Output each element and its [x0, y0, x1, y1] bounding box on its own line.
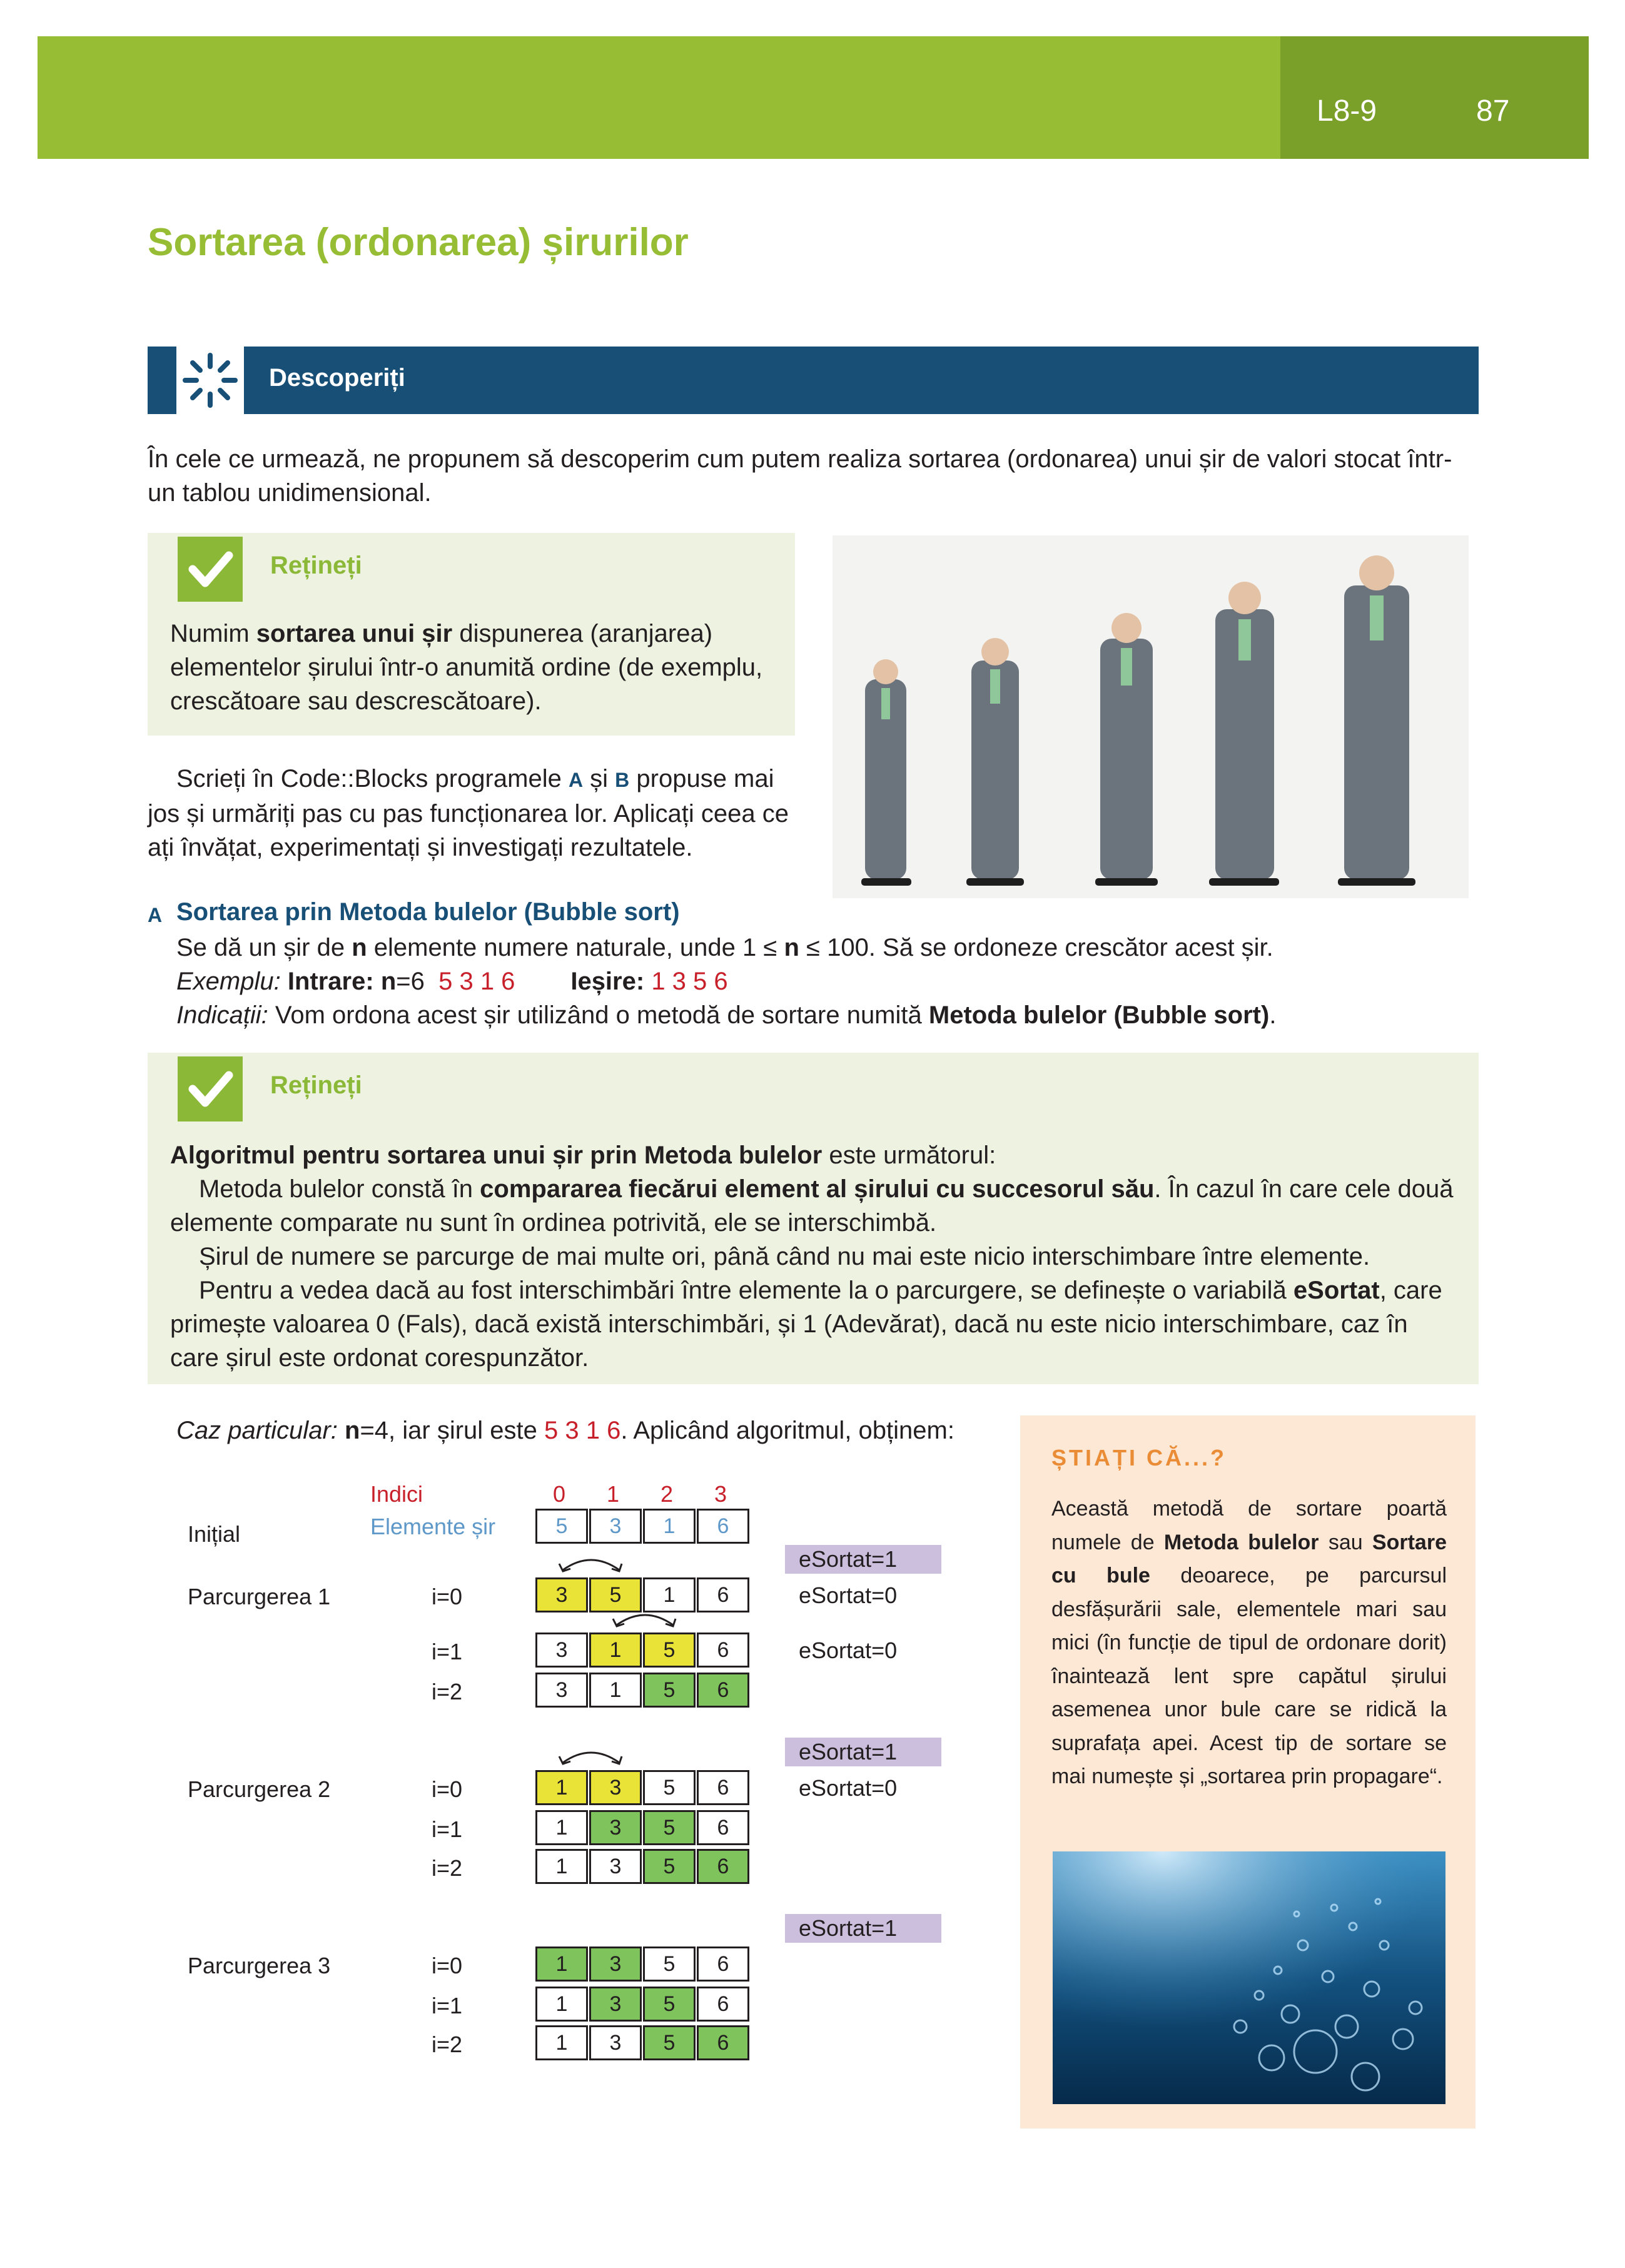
- step-index-label: i=0: [432, 1953, 463, 1978]
- array-cell: 5: [643, 1947, 696, 1982]
- array-cell: 3: [589, 1947, 642, 1982]
- index-label: 0: [553, 1481, 566, 1507]
- did-you-know-text: Această metodă de sortare poartă numele de Metoda bulelor sau Sortare cu bule deoarece, pe parcursul desfășurării sale, elementele mari sau mici (în funcție de tipul de ordonare dorit) înaintează lent spre capătul șirului asemenea unor bule care se ridică la suprafața apei. Acest tip de sortare se mai numește și „sortarea prin propagare“.: [1051, 1497, 1447, 1788]
- array-cell: 1: [643, 1577, 696, 1612]
- array-cell: 1: [535, 1810, 588, 1845]
- array-cell: 5: [643, 1673, 696, 1708]
- algorithm-p4: Pentru a vedea dacă au fost interschimbări între elemente la o parcurgere, se definește o variabilă eSortat, care primește valoarea 0 (Fals), dacă există interschimbări, și 1 (Adevărat), dacă nu este nicio interschimbare, caz în care șirul este ordonat corespunzător.: [170, 1277, 1442, 1372]
- index-label: 3: [714, 1481, 727, 1507]
- array-cell: 6: [697, 1577, 749, 1612]
- pass-label: Parcurgerea 2: [188, 1776, 331, 1802]
- index-label: 1: [607, 1481, 620, 1507]
- array-cell: 5: [589, 1577, 642, 1612]
- esortat-initial: eSortat=1: [785, 1545, 941, 1574]
- array-cell: 3: [589, 1810, 642, 1845]
- array-cell: 6: [697, 1810, 749, 1845]
- swap-arrow-icon: [557, 1746, 625, 1768]
- lesson-code: L8-9: [1317, 94, 1377, 128]
- problem-statement: Se dă un șir de n elemente numere naturale, unde 1 ≤ n ≤ 100. Să se ordoneze crescător acest șir.: [176, 934, 1273, 961]
- array-cell: 3: [589, 1509, 642, 1544]
- code-task-paragraph: Scrieți în Code::Blocks programele A și B propuse mai jos și urmăriți pas cu pas funcționarea lor. Aplicați ceea ce ați învățat, experimentați și investigați rezultatele.: [148, 765, 789, 861]
- array-cell: 3: [535, 1673, 588, 1708]
- check-icon: [178, 537, 243, 602]
- esortat-value: eSortat=0: [799, 1775, 898, 1801]
- hint-line: Indicații: Vom ordona acest șir utilizând o metodă de sortare numită Metoda bulelor (Bubble sort).: [176, 1001, 1277, 1029]
- step-index-label: i=2: [432, 1679, 463, 1704]
- page-number: 87: [1476, 94, 1510, 128]
- did-you-know-title: ȘTIAȚI CĂ...?: [1051, 1445, 1227, 1471]
- step-index-label: i=1: [432, 1993, 463, 2018]
- remember-label: Rețineți: [270, 1071, 362, 1099]
- indices-label: Indici: [370, 1481, 423, 1507]
- sparkle-icon: [176, 347, 244, 414]
- array-cell: 6: [697, 1987, 749, 2022]
- step-index-label: i=1: [432, 1639, 463, 1664]
- step-index-label: i=0: [432, 1584, 463, 1609]
- swap-arrow-icon: [557, 1554, 625, 1575]
- intro-paragraph: În cele ce urmează, ne propunem să descoperim cum putem realiza sortarea (ordonarea) unui șir de valori stocat într-un tablou unidimensional.: [148, 445, 1452, 507]
- esortat-value: eSortat=0: [799, 1638, 898, 1663]
- example-line: Exemplu: Intrare: n=6 5 3 1 6 Ieșire: 1 3 5 6: [176, 968, 728, 995]
- array-cell: 1: [589, 1633, 642, 1668]
- array-cell: 5: [643, 1810, 696, 1845]
- step-index-label: i=2: [432, 2032, 463, 2057]
- page-title: Sortarea (ordonarea) șirurilor: [148, 221, 689, 264]
- initial-label: Inițial: [188, 1521, 241, 1547]
- section-letter: A: [148, 904, 163, 926]
- discover-label: Descoperiți: [269, 364, 405, 392]
- array-cell: 6: [697, 1633, 749, 1668]
- definition-text: Numim sortarea unui șir dispunerea (aranjarea) elementelor șirului într-o anumită ordine (de exemplu, crescătoare sau descrescătoare).: [170, 620, 763, 715]
- underwater-bubbles-image: [1053, 1851, 1445, 2104]
- algorithm-intro: Algoritmul pentru sortarea unui șir prin Metoda bulelor este următorul:: [170, 1142, 996, 1169]
- elements-label: Elemente șir: [370, 1514, 496, 1539]
- step-index-label: i=2: [432, 1855, 463, 1881]
- swap-arrow-icon: [610, 1609, 679, 1630]
- array-cell: 3: [589, 1987, 642, 2022]
- array-cell: 3: [589, 2025, 642, 2060]
- discover-icon-box: [176, 347, 244, 414]
- array-cell: 6: [697, 1673, 749, 1708]
- array-cell: 1: [535, 1849, 588, 1884]
- array-cell: 6: [697, 1849, 749, 1884]
- array-cell: 6: [697, 1947, 749, 1982]
- remember-box-definition: [148, 533, 795, 736]
- array-cell: 6: [697, 2025, 749, 2060]
- step-index-label: i=1: [432, 1816, 463, 1842]
- array-cell: 1: [643, 1509, 696, 1544]
- step-index-label: i=0: [432, 1776, 463, 1802]
- algorithm-p3: Șirul de numere se parcurge de mai multe ori, până când nu mai este nicio interschimbare între elemente.: [199, 1243, 1370, 1270]
- section-title: Sortarea prin Metoda bulelor (Bubble sort): [176, 898, 680, 926]
- array-cell: 1: [535, 2025, 588, 2060]
- check-icon: [178, 1056, 243, 1121]
- esortat-value: eSortat=0: [799, 1582, 898, 1608]
- array-cell: 5: [643, 2025, 696, 2060]
- pass-label: Parcurgerea 3: [188, 1953, 331, 1978]
- algorithm-text: [170, 1138, 1459, 1375]
- array-cell: 5: [643, 1633, 696, 1668]
- index-label: 2: [661, 1481, 674, 1507]
- array-cell: 5: [643, 1849, 696, 1884]
- sorted-people-photo: [833, 535, 1469, 898]
- case-line: Caz particular: n=4, iar șirul este 5 3 1 6. Aplicând algoritmul, obținem:: [176, 1417, 954, 1444]
- array-cell: 1: [535, 1770, 588, 1805]
- array-cell: 3: [535, 1633, 588, 1668]
- array-cell: 3: [535, 1577, 588, 1612]
- esortat-initial: eSortat=1: [785, 1738, 941, 1766]
- esortat-initial: eSortat=1: [785, 1914, 941, 1943]
- array-cell: 5: [643, 1770, 696, 1805]
- array-cell: 1: [535, 1947, 588, 1982]
- algorithm-p2: Metoda bulelor constă în compararea fiecărui element al șirului cu succesorul său. În cazul în care cele două elemente comparate nu sunt în ordinea potrivită, ele se interschimbă.: [170, 1175, 1454, 1237]
- array-cell: 1: [589, 1673, 642, 1708]
- array-cell: 1: [535, 1987, 588, 2022]
- array-cell: 6: [697, 1509, 749, 1544]
- remember-label: Rețineți: [270, 552, 362, 579]
- array-cell: 6: [697, 1770, 749, 1805]
- array-cell: 5: [535, 1509, 588, 1544]
- array-cell: 5: [643, 1987, 696, 2022]
- array-cell: 3: [589, 1770, 642, 1805]
- pass-label: Parcurgerea 1: [188, 1584, 331, 1609]
- array-cell: 3: [589, 1849, 642, 1884]
- section-body: [176, 931, 1490, 1032]
